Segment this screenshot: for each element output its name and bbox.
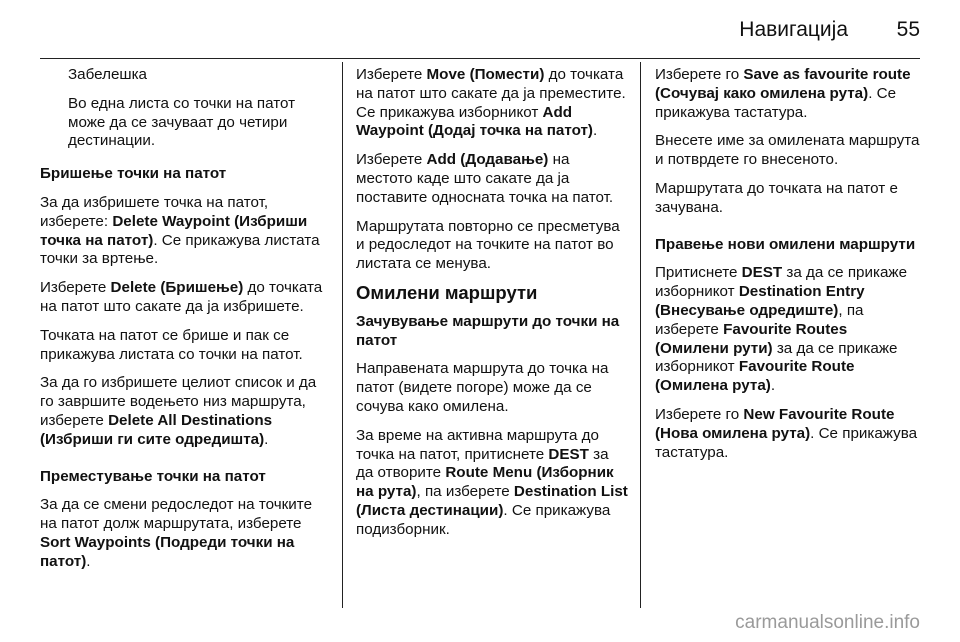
paragraph: Притиснете DEST за да се прикаже изборникот Destination Entry (Внесување одредиште), па изберете Favourite Routes (Омилени рути) за да се прикаже изборникот Favourite Route (Омилена рута).: [655, 264, 908, 395]
paragraph: За да се смени редоследот на точките на патот долж маршрутата, изберете Sort Waypoints (Подреди точки на патот).: [40, 496, 313, 570]
section-heading-delete: Бришење точки на патот: [40, 165, 227, 183]
column-1: [40, 66, 332, 582]
menu-ref: Destination Entry (Внесување одредиште): [655, 283, 865, 319]
section-heading-new-favourite: Правење нови омилени маршрути: [655, 235, 916, 253]
menu-ref: Sort Waypoints (Подреди точки на патот): [40, 533, 295, 570]
paragraph: Направената маршрута до точка на патот (видете погоре) може да се сочува како омилена.: [356, 360, 609, 415]
key-ref: DEST: [548, 445, 589, 463]
column-divider-2: [640, 62, 641, 608]
page-header-title: Навигација: [739, 18, 848, 41]
menu-ref: New Favourite Route (Нова омилена рута): [655, 405, 895, 442]
key-ref: DEST: [741, 264, 783, 282]
menu-ref: Destination List (Листа дестинации): [356, 483, 628, 519]
menu-ref: Delete All Destinations (Избриши ги сите одредишта): [40, 411, 273, 448]
menu-ref: Save as favourite route (Сочувај како омилена рута): [655, 66, 911, 102]
column-divider-1: [342, 62, 343, 608]
menu-ref: Delete (Бришење): [110, 279, 244, 297]
note-text: Во една листа со точки на патот може да се зачуваат до четири дестинации.: [68, 94, 296, 150]
paragraph: Внесете име за омилената маршрута и потврдете го внесеното.: [655, 132, 920, 169]
paragraph: Точката на патот се брише и пак се прикажува листата со точки на патот.: [40, 326, 303, 363]
menu-ref: Route Menu (Изборник на рута): [356, 464, 614, 501]
note-title: Забелешка: [68, 66, 148, 83]
paragraph: За да избришете точка на патот, изберете: Delete Waypoint (Избриши точка на патот). Се прикажува листата точки за вртење.: [40, 193, 320, 268]
column-2: [356, 66, 628, 550]
menu-ref: Add (Додавање): [426, 151, 549, 169]
section-heading-favourite-routes: Омилени маршрути: [356, 281, 538, 303]
section-heading-save-routes: Зачувување маршрути до точки на патот: [356, 312, 620, 349]
paragraph: Изберете Move (Помести) до точката на патот што сакате да ја преместите. Се прикажува изборникот Add Waypoint (Додај точка на патот).: [356, 66, 626, 140]
page-number: 55: [896, 18, 920, 41]
menu-ref: Delete Waypoint (Избриши точка на патот): [40, 212, 308, 249]
menu-ref: Move (Помести): [426, 66, 545, 83]
note-box: [40, 66, 332, 151]
menu-ref: Favourite Routes (Омилени рути): [655, 320, 848, 357]
watermark: carmanualsonline.info: [735, 612, 920, 633]
paragraph: Маршрутата повторно се пресметува и редоследот на точките на патот во листата се менува.: [356, 217, 620, 273]
paragraph: За време на активна маршрута до точка на патот, притиснете DEST за да отворите Route Menu (Изборник на рута), па изберете Destination List (Листа дестинации). Се прикажува подизборник.: [356, 426, 628, 538]
header-rule: [40, 58, 920, 59]
menu-ref: Add Waypoint (Додај точка на патот): [356, 103, 593, 140]
paragraph: Изберете Delete (Бришење) до точката на патот што сакате да ја избришете.: [40, 279, 323, 315]
column-3: [655, 66, 921, 472]
paragraph: Маршрутата до точката на патот е зачувана.: [655, 179, 898, 216]
paragraph: Изберете Add (Додавање) на местото каде што сакате да ја поставите односната точка на патот.: [356, 151, 614, 206]
paragraph: За да го избришете целиот список и да го завршите водењето низ маршрута, изберете Delete All Destinations (Избриши ги сите одредишта).: [40, 374, 317, 448]
section-heading-move: Преместување точки на патот: [40, 467, 266, 485]
menu-ref: Favourite Route (Омилена рута): [655, 358, 855, 395]
paragraph: Изберете го Save as favourite route (Сочувај како омилена рута). Се прикажува тастатура.: [655, 66, 911, 121]
paragraph: Изберете го New Favourite Route (Нова омилена рута). Се прикажува тастатура.: [655, 405, 918, 461]
